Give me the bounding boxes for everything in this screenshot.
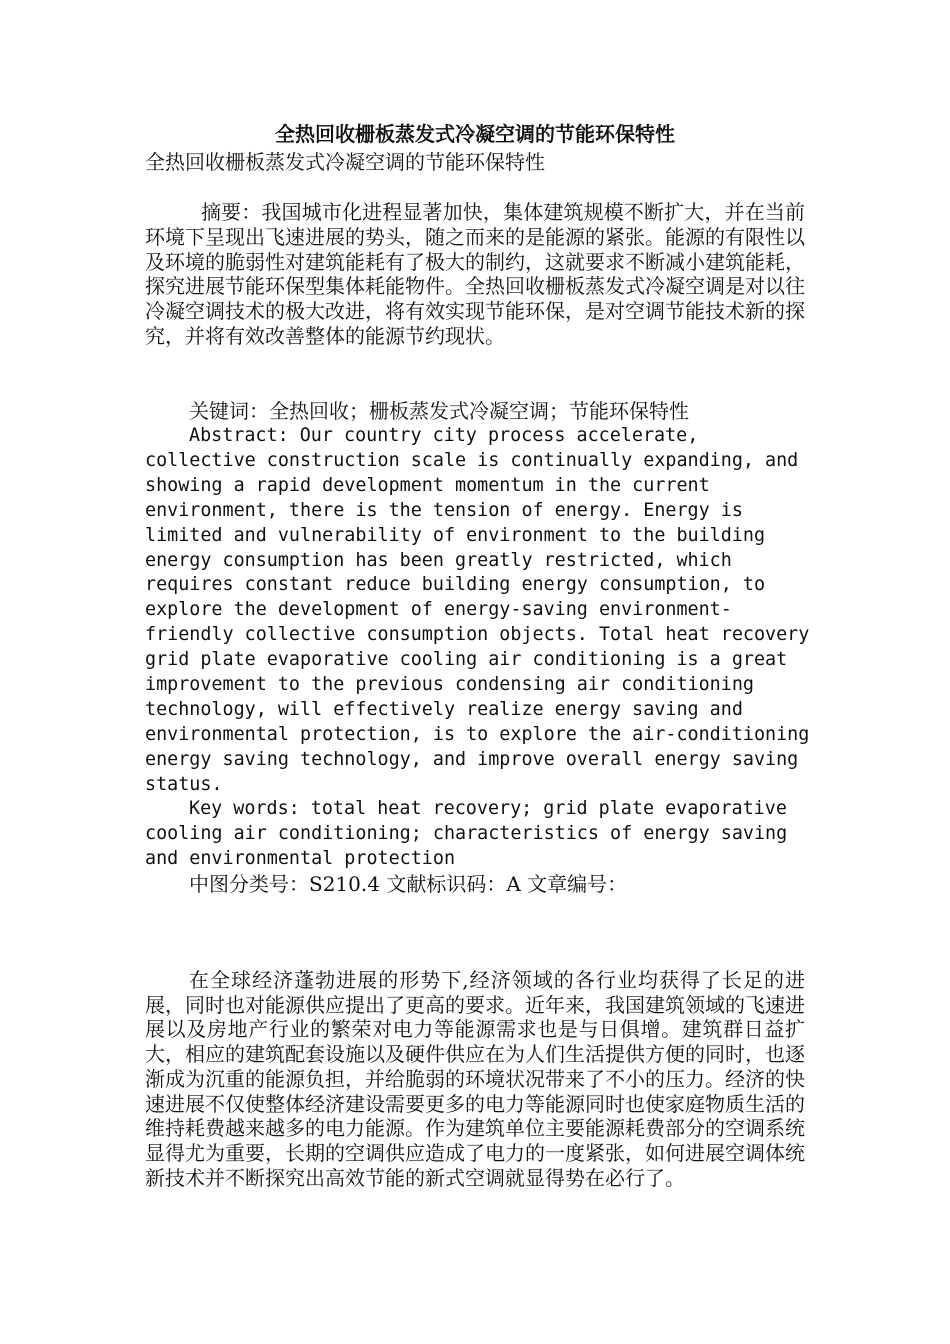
classification-line: 中图分类号：S210.4 文献标识码：A 文章编号： <box>189 872 628 896</box>
keywords-chinese: 关键词：全热回收；栅板蒸发式冷凝空调；节能环保特性 <box>189 399 689 423</box>
keywords-english: Key words: total heat recovery; grid plate evaporative cooling air conditioning; characteristics of energy saving and environmental protection <box>145 798 788 869</box>
abstract-english: Abstract: Our country city process accelerate, collective construction scale is continually expanding, and showing a rapid development momentum in the current environment, there is the tension of energy. Energy is limited and vulnerability of environment to the building energy consumption has been greatly restricted, which requires constant reduce building energy consumption, to explore the development of energy-saving environment-friendly collective consumption objects. Total heat recovery grid plate evaporative cooling air conditioning is a great improvement to the previous condensing air conditioning technology, will effectively realize energy saving and environmental protection, is to explore the air-conditioning energy saving technology, and improve overall energy saving status. <box>145 425 810 795</box>
abstract-chinese: 摘要：我国城市化进程显著加快，集体建筑规模不断扩大，并在当前环境下呈现出飞速进展的势头，随之而来的是能源的紧张。能源的有限性以及环境的脆弱性对建筑能耗有了极大的制约，这就要求不断减小建筑能耗，探究进展节能环保型集体耗能物件。全热回收栅板蒸发式冷凝空调是对以往冷凝空调技术的极大改进，将有效实现节能环保，是对空调节能技术新的探究，并将有效改善整体的能源节约现状。 <box>145 200 805 348</box>
document-title: 全热回收栅板蒸发式冷凝空调的节能环保特性 <box>275 122 675 146</box>
body-paragraph: 在全球经济蓬勃进展的形势下,经济领域的各行业均获得了长足的进展，同时也对能源供应提出了更高的要求。近年来，我国建筑领域的飞速进展以及房地产行业的繁荣对电力等能源需求也是与日俱增。建筑群日益扩大，相应的建筑配套设施以及硬件供应在为人们生活提供方便的同时，也逐渐成为沉重的能源负担，并给脆弱的环境状况带来了不小的压力。经济的快速进展不仅使整体经济建设需要更多的电力等能源同时也使家庭物质生活的维持耗费越来越多的电力能源。作为建筑单位主要能源耗费部分的空调系统显得尤为重要，长期的空调供应造成了电力的一度紧张，如何进展空调体统新技术并不断探究出高效节能的新式空调就显得势在必行了。 <box>145 968 805 1190</box>
document-subtitle: 全热回收栅板蒸发式冷凝空调的节能环保特性 <box>145 150 545 174</box>
